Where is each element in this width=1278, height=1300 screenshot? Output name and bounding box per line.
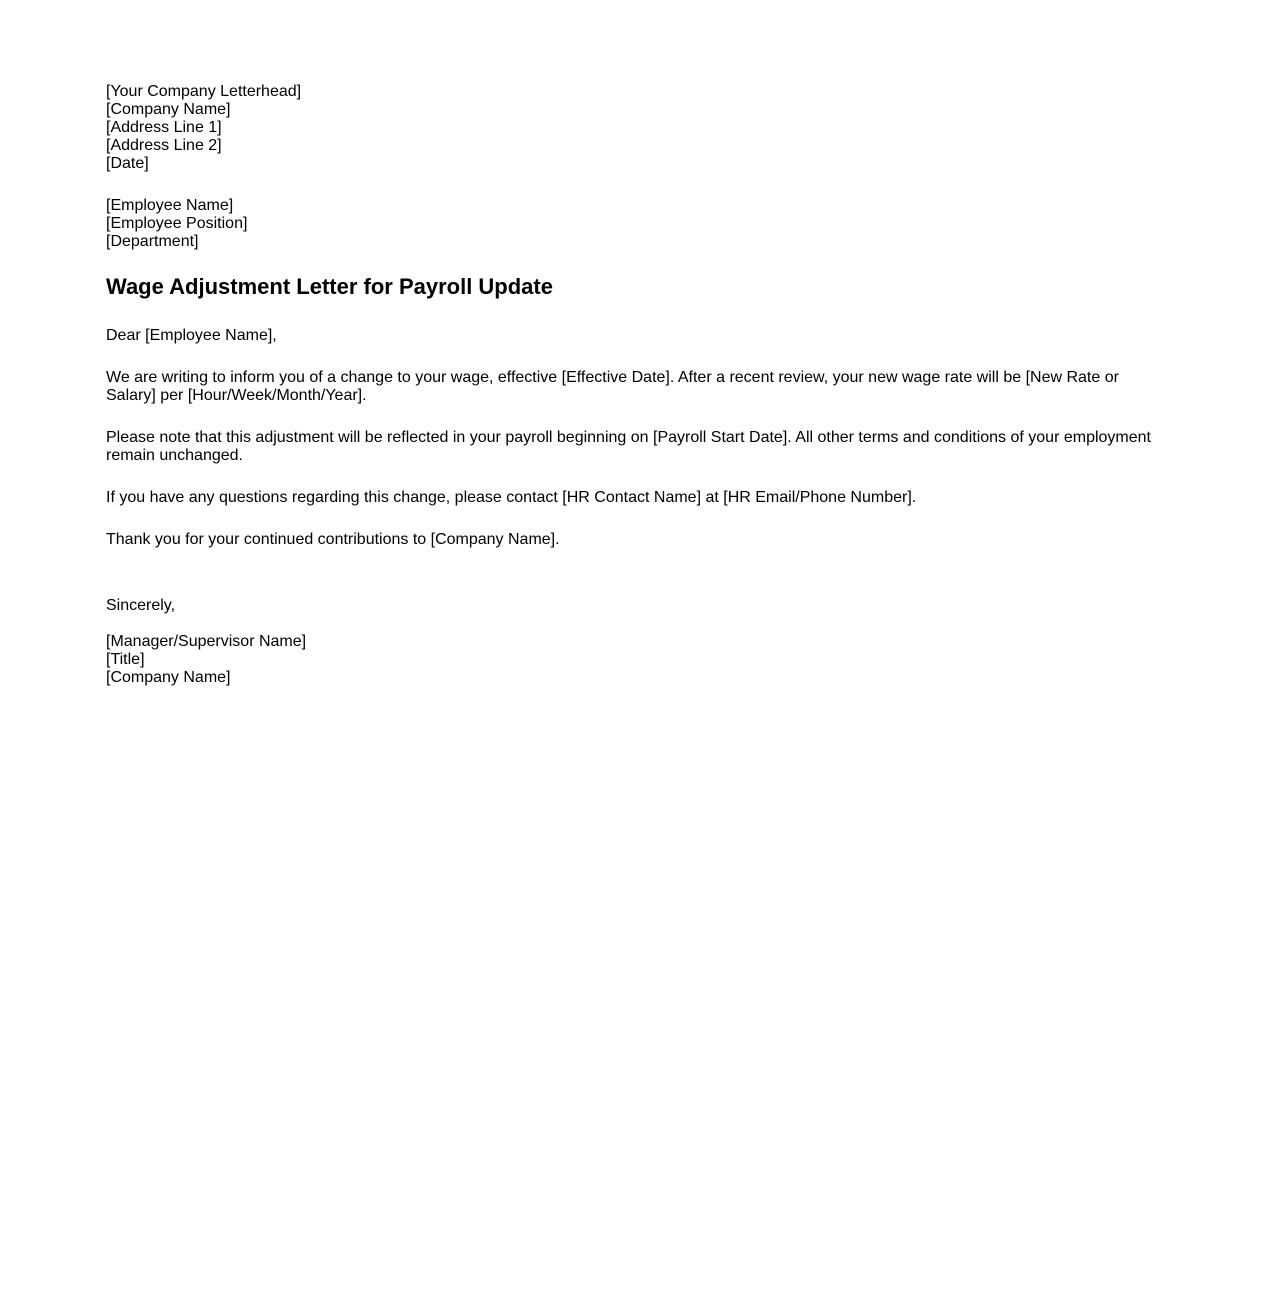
letterhead-line: [Company Name] <box>106 101 231 118</box>
closing: Sincerely, <box>106 597 176 614</box>
signature-block <box>106 633 1166 687</box>
letterhead-line: [Address Line 2] <box>106 137 222 154</box>
letterhead-line: [Address Line 1] <box>106 119 222 136</box>
signature-line: [Manager/Supervisor Name] <box>106 633 307 650</box>
body-paragraph: If you have any questions regarding this change, please contact [HR Contact Name] at [HR Email/Phone Number]. <box>106 489 917 506</box>
letterhead-line: [Your Company Letterhead] <box>106 83 302 100</box>
letter-title: Wage Adjustment Letter for Payroll Update <box>106 274 553 299</box>
body-paragraph: Please note that this adjustment will be reflected in your payroll beginning on [Payroll Start Date]. All other terms and conditions of your employment remain unchanged. <box>106 429 1151 464</box>
signature-line: [Title] <box>106 651 145 668</box>
recipient-line: [Department] <box>106 233 199 250</box>
recipient-block <box>106 197 1166 251</box>
letterhead <box>106 83 1166 173</box>
letter-document <box>106 83 1166 687</box>
signature-line: [Company Name] <box>106 669 231 686</box>
recipient-line: [Employee Name] <box>106 197 234 214</box>
letterhead-line: [Date] <box>106 155 149 172</box>
salutation: Dear [Employee Name], <box>106 327 277 344</box>
body-paragraph: We are writing to inform you of a change to your wage, effective [Effective Date]. After a recent review, your new wage rate will be [New Rate or Salary] per [Hour/Week/Month/Year]. <box>106 369 1119 404</box>
body-paragraph: Thank you for your continued contributions to [Company Name]. <box>106 531 560 548</box>
recipient-line: [Employee Position] <box>106 215 248 232</box>
